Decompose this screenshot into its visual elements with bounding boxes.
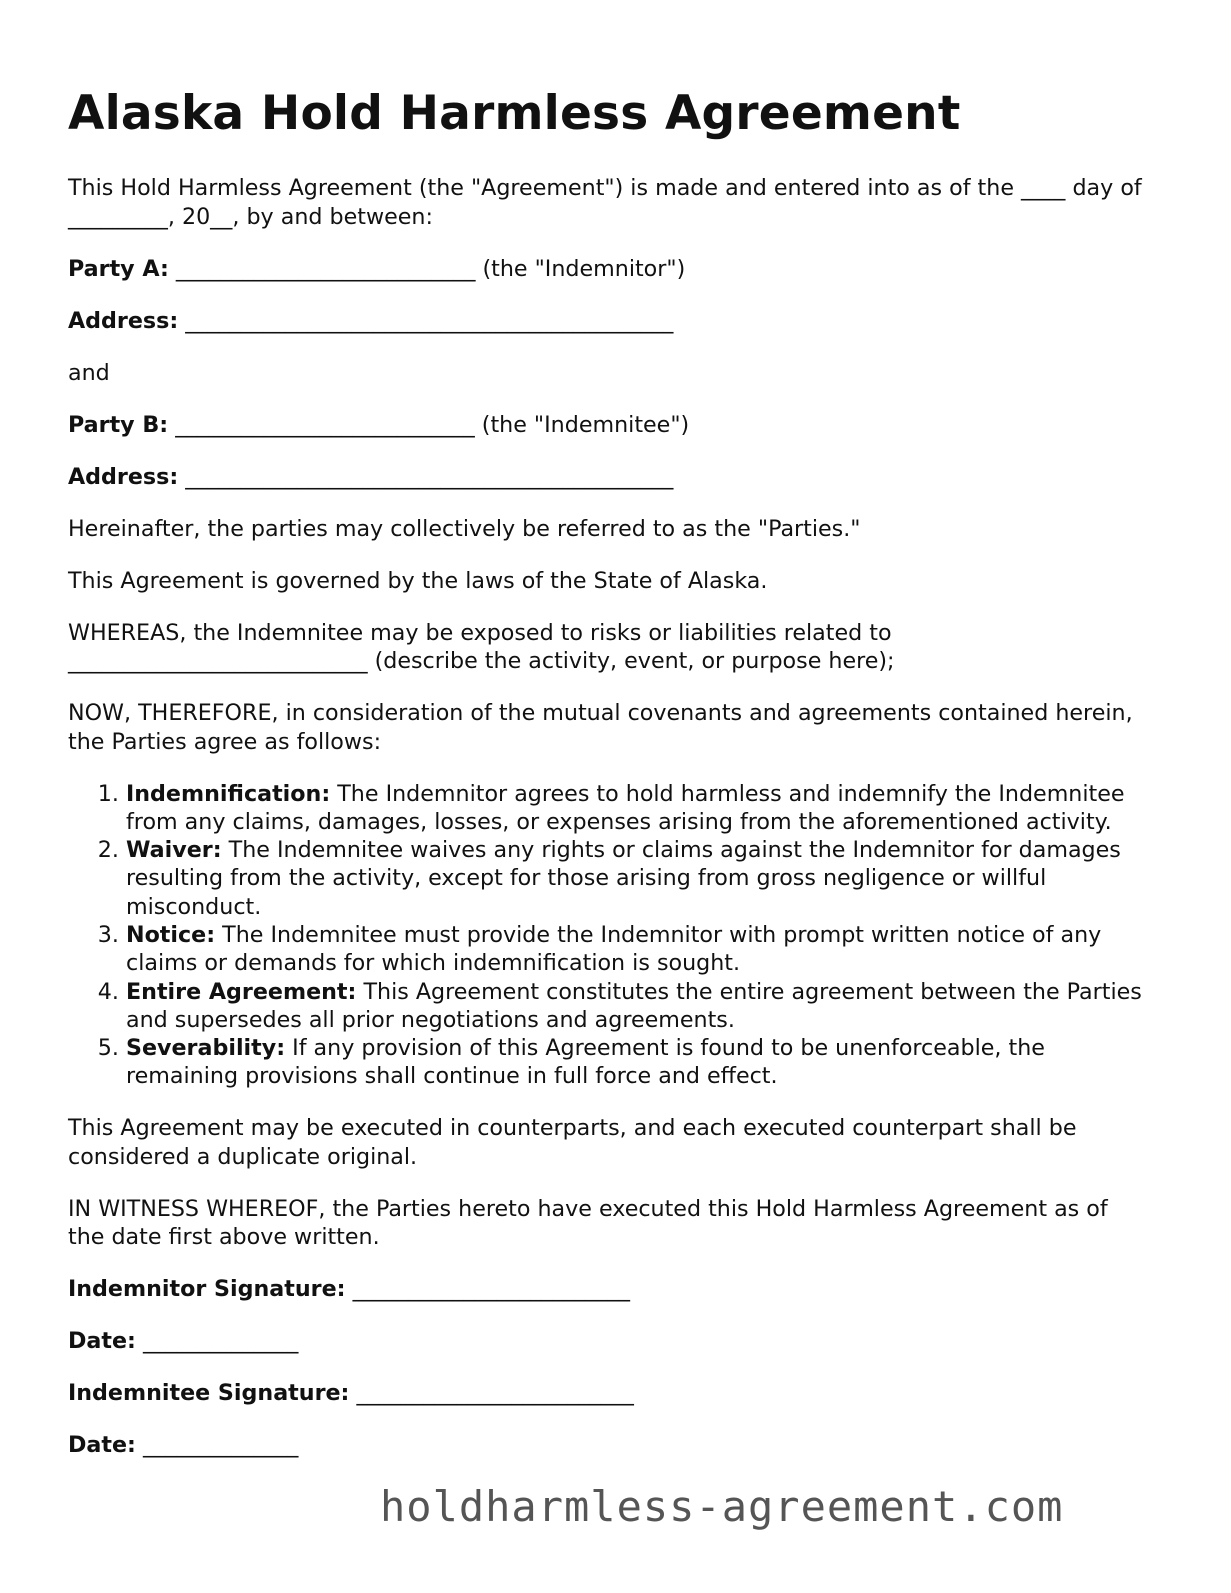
counterparts-paragraph: This Agreement may be executed in counterparts, and each executed counterpart shall be considered a duplicate original.: [68, 1115, 1077, 1170]
clause-waiver: [126, 836, 1148, 921]
indemnitee-signature-blank: _________________________: [349, 1380, 634, 1407]
intro-paragraph: This Hold Harmless Agreement (the "Agreement") is made and entered into as of the ____ day of _________, 20__, by and between:: [68, 175, 1142, 230]
now-therefore-paragraph: NOW, THEREFORE, in consideration of the mutual covenants and agreements contained herein, the Parties agree as follows:: [68, 700, 1133, 755]
party-b-label: Party B:: [68, 411, 169, 438]
governing-law: This Agreement is governed by the laws of the State of Alaska.: [68, 567, 768, 594]
clause-indemnification: [126, 780, 1148, 837]
clause-entire-agreement: [126, 978, 1148, 1035]
address-a-blank: ____________________________________________: [178, 307, 674, 334]
clause-heading: Waiver:: [126, 837, 222, 864]
clause-text: If any provision of this Agreement is found to be unenforceable, the remaining provisions shall continue in full force and effect.: [126, 1035, 1045, 1090]
indemnitor-signature-field: [68, 1275, 1148, 1304]
clause-severability: [126, 1034, 1148, 1091]
site-watermark: holdharmless-agreement.com: [380, 1482, 1064, 1531]
indemnitor-signature-label: Indemnitor Signature:: [68, 1276, 346, 1303]
date-label-2: Date:: [68, 1432, 136, 1459]
date-field-1: [68, 1327, 1148, 1356]
clause-text: The Indemnitee waives any rights or claims against the Indemnitor for damages resulting from the activity, except for those arising from gross negligence or willful misconduct.: [126, 837, 1121, 920]
address-b-field: [68, 463, 1148, 492]
indemnitee-signature-field: [68, 1379, 1148, 1408]
clause-heading: Severability:: [126, 1035, 286, 1062]
clause-heading: Entire Agreement:: [126, 978, 357, 1005]
clause-heading: Notice:: [126, 921, 216, 948]
clauses-list: [68, 780, 1148, 1091]
indemnitor-signature-blank: _________________________: [345, 1276, 630, 1303]
indemnitee-signature-label: Indemnitee Signature:: [68, 1380, 350, 1407]
and-text: and: [68, 359, 110, 386]
date-blank-1: ______________: [135, 1328, 299, 1355]
clause-text: The Indemnitor agrees to hold harmless and indemnify the Indemnitee from any claims, damages, losses, or expenses arising from the aforementioned activity.: [126, 780, 1125, 835]
address-a-label: Address:: [68, 307, 179, 334]
party-b-field: [68, 411, 1148, 440]
clause-text: This Agreement constitutes the entire agreement between the Parties and supersedes all prior negotiations and agreements.: [126, 978, 1142, 1033]
clause-heading: Indemnification:: [126, 780, 331, 807]
document-title: Alaska Hold Harmless Agreement: [68, 86, 961, 141]
party-a-label: Party A:: [68, 255, 169, 282]
parties-note: Hereinafter, the parties may collectively be referred to as the "Parties.": [68, 515, 861, 542]
address-a-field: [68, 307, 1148, 336]
party-b-blank: ___________________________ (the "Indemnitee"): [168, 411, 690, 438]
party-a-field: [68, 255, 1148, 284]
witness-paragraph: IN WITNESS WHEREOF, the Parties hereto have executed this Hold Harmless Agreement as of the date first above written.: [68, 1195, 1108, 1251]
document-page: [68, 86, 1148, 1483]
date-field-2: [68, 1431, 1148, 1460]
clause-text: The Indemnitee must provide the Indemnitor with prompt written notice of any claims or demands for which indemnification is sought.: [126, 921, 1102, 977]
whereas-paragraph: WHEREAS, the Indemnitee may be exposed to risks or liabilities related to ___________________________ (describe the activity, event, or purpose here);: [68, 619, 895, 674]
date-blank-2: ______________: [135, 1432, 299, 1459]
clause-notice: [126, 921, 1148, 978]
address-b-label: Address:: [68, 463, 179, 490]
party-a-blank: ___________________________ (the "Indemnitor"): [168, 255, 686, 282]
address-b-blank: ____________________________________________: [178, 463, 674, 490]
date-label-1: Date:: [68, 1328, 136, 1355]
